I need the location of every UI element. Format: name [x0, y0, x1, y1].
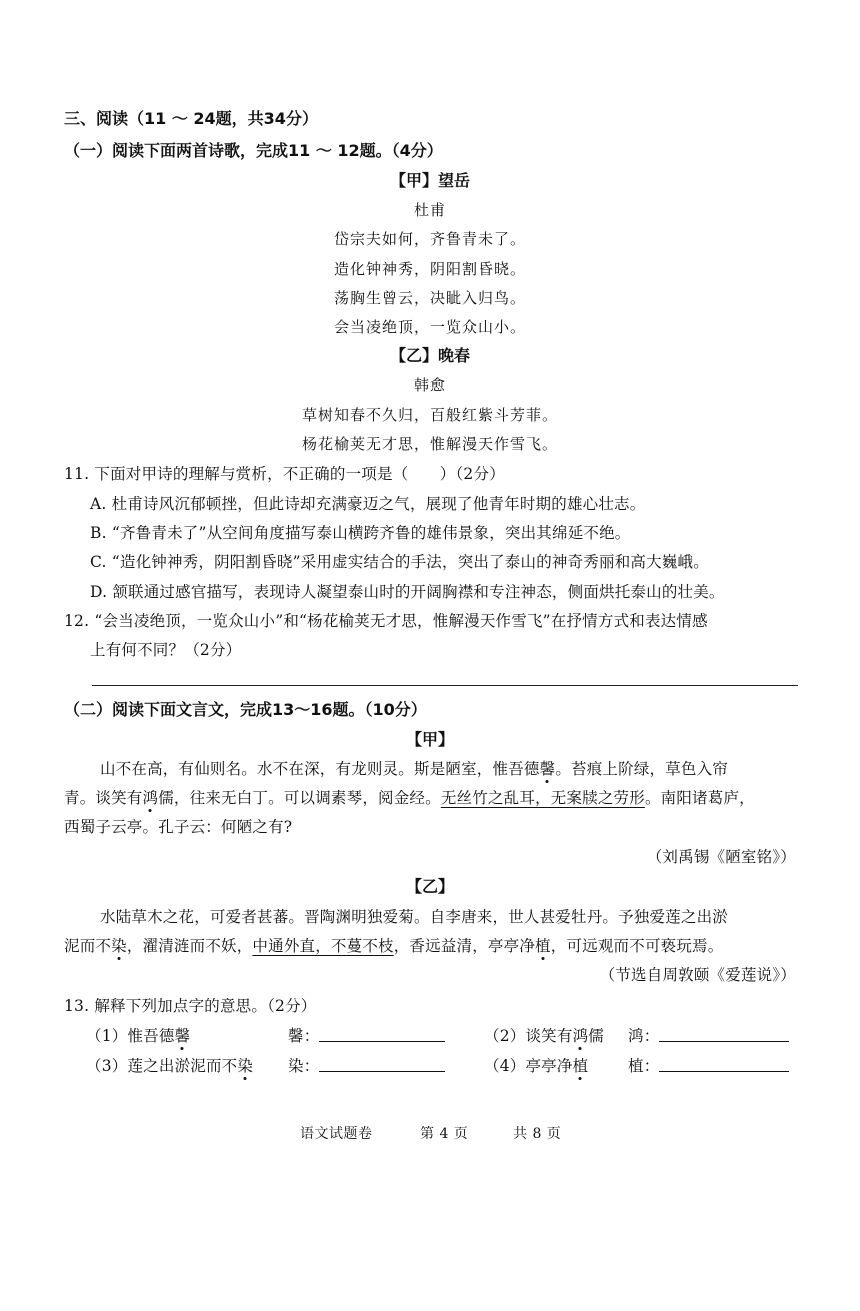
part2-title: （二）阅读下面文言文，完成13～16题。（10分） — [64, 700, 427, 719]
text-b-l2-b: ，濯清涟而不妖， — [126, 937, 253, 955]
text-a-l2-c: 。南阳诸葛庐， — [644, 789, 755, 807]
footer-page: 第 4 页 — [420, 1126, 469, 1142]
q13-item-1-dot: 馨 — [174, 1027, 191, 1045]
q13-item-2-blank[interactable] — [659, 1040, 789, 1042]
q11-stem: 11. 下面对甲诗的理解与赏析，不正确的一项是（ ）（2分） — [64, 465, 505, 483]
q13-item-4 — [484, 1054, 588, 1076]
q11-option-c: C. “造化钟神秀，阴阳割昏晓”采用虚实结合的手法，突出了泰山的神奇秀丽和高大巍峨。 — [90, 553, 709, 571]
poem-b-author: 韩愈 — [413, 376, 446, 394]
q13-item-2-text: 谈笑有 — [525, 1027, 573, 1045]
text-a-line-1 — [100, 757, 728, 779]
q13-item-3-dot: 染 — [237, 1057, 254, 1075]
footer-subject: 语文试题卷 — [300, 1126, 373, 1142]
poem-a-title: 【甲】望岳 — [389, 171, 470, 190]
dotted-char-zhi: 植 — [535, 937, 551, 955]
q13-item-4-dot: 植 — [572, 1057, 589, 1075]
q12-stem-line-1: 12. “会当凌绝顶，一览众山小”和“杨花榆荚无才思，惟解漫天作雪飞”在抒情方式和表达情感 — [64, 612, 708, 630]
text-b-label: 【乙】 — [405, 877, 454, 896]
text-a-line-2 — [64, 786, 755, 808]
q13-item-3-key: 染： — [288, 1057, 320, 1075]
q13-item-4-key: 植： — [628, 1057, 660, 1075]
dotted-char-xin: 馨 — [539, 760, 556, 778]
q13-item-3-blank[interactable] — [319, 1070, 445, 1072]
poem-a-line-1: 岱宗夫如何，齐鲁青未了。 — [333, 230, 526, 248]
poem-a-author: 杜甫 — [413, 201, 446, 219]
q13-item-4-num: （4） — [484, 1057, 526, 1075]
dotted-char-ran: 染 — [111, 937, 127, 955]
q13-item-3-answer — [288, 1054, 445, 1076]
q13-item-1-num: （1） — [86, 1027, 128, 1045]
section-title: 三、阅读（11 ～ 24题，共34分） — [64, 109, 318, 128]
q13-item-2-num: （2） — [484, 1027, 526, 1045]
q13-item-1-answer — [288, 1024, 445, 1046]
q11-option-a: A. 杜甫诗风沉郁顿挫，但此诗却充满豪迈之气，展现了他青年时期的雄心壮志。 — [90, 495, 646, 513]
q13-item-4-text: 亭亭净 — [525, 1057, 573, 1075]
q11-option-d: D. 颔联通过感官描写，表现诗人凝望泰山时的开阔胸襟和专注神态，侧面烘托泰山的壮美。 — [90, 583, 725, 601]
poem-a-line-3: 荡胸生曾云，决眦入归鸟。 — [333, 289, 526, 307]
q13-item-3-num: （3） — [86, 1057, 128, 1075]
text-a-l2-b: 儒，往来无白丁。可以调素琴，阅金经。 — [158, 789, 441, 807]
poem-a-line-2: 造化钟神秀，阴阳割昏晓。 — [333, 260, 526, 278]
q13-item-3 — [86, 1054, 253, 1076]
q13-item-2-dot: 鸿 — [572, 1027, 589, 1045]
text-a-line-3: 西蜀子云亭。孔子云：何陋之有? — [64, 818, 293, 836]
text-b-l2-c: ，香远益清，亭亭净 — [393, 937, 536, 955]
q13-item-2 — [484, 1024, 604, 1046]
q12-stem-line-2: 上有何不同？（2分） — [90, 641, 242, 659]
poem-b-title: 【乙】晚春 — [389, 346, 470, 365]
poem-b-line-2: 杨花榆荚无才思，惟解漫天作雪飞。 — [301, 435, 558, 453]
q13-item-2-answer — [628, 1024, 789, 1046]
text-a-l2-a: 青。谈笑有 — [64, 789, 143, 807]
text-b-l2-d: ，可远观而不可亵玩焉。 — [550, 937, 724, 955]
q13-item-4-answer — [628, 1054, 789, 1076]
q13-stem: 13. 解释下列加点字的意思。（2分） — [64, 997, 317, 1015]
text-b-source: （节选自周敦颐《爱莲说》） — [599, 966, 796, 984]
q12-answer-line[interactable] — [92, 685, 798, 686]
underlined-sentence-a: 无丝竹之乱耳，无案牍之劳形 — [440, 789, 645, 807]
dotted-char-hong: 鸿 — [142, 789, 159, 807]
part1-title: （一）阅读下面两首诗歌，完成11 ～ 12题。（4分） — [64, 141, 443, 160]
q13-item-4-blank[interactable] — [659, 1070, 789, 1072]
poem-a-line-4: 会当凌绝顶，一览众山小。 — [333, 318, 526, 336]
q13-item-1-text: 惟吾德 — [127, 1027, 175, 1045]
q13-item-1-blank[interactable] — [319, 1040, 445, 1042]
q13-item-2-tail: 儒 — [588, 1027, 604, 1045]
text-a-source: （刘禹锡《陋室铭》） — [646, 848, 796, 866]
footer-total: 共 8 页 — [513, 1126, 562, 1142]
text-a-label: 【甲】 — [405, 730, 454, 749]
q13-item-3-text: 莲之出淤泥而不 — [127, 1057, 238, 1075]
q13-item-2-key: 鸿： — [628, 1027, 660, 1045]
text-b-line-1: 水陆草木之花，可爱者甚蕃。晋陶渊明独爱菊。自李唐来，世人甚爱牡丹。予独爱莲之出淤 — [100, 908, 729, 926]
text-a-l1-a: 山不在高，有仙则名。水不在深，有龙则灵。斯是陋室，惟吾德 — [100, 760, 540, 778]
q11-option-b: B. “齐鲁青未了”从空间角度描写泰山横跨齐鲁的雄伟景象，突出其绵延不绝。 — [90, 524, 631, 542]
text-a-l1-b: 。苔痕上阶绿，草色入帘 — [555, 760, 729, 778]
text-b-l2-a: 泥而不 — [64, 937, 112, 955]
q13-item-1 — [86, 1024, 190, 1046]
poem-b-line-1: 草树知春不久归，百般红紫斗芳菲。 — [301, 406, 558, 424]
q13-item-1-key: 馨： — [288, 1027, 320, 1045]
underlined-sentence-b: 中通外直，不蔓不枝 — [252, 937, 394, 955]
text-b-line-2 — [64, 934, 723, 956]
